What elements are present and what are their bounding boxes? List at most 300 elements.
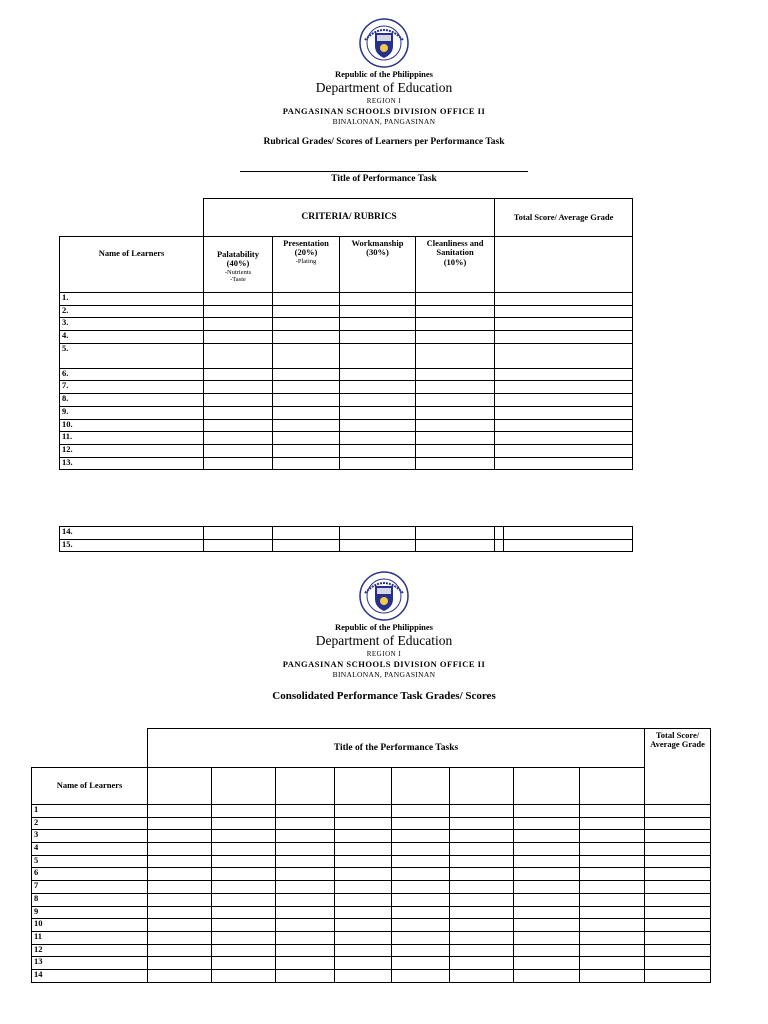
score-cell[interactable] <box>340 406 416 419</box>
section2-title: Consolidated Performance Task Grades/ Scores <box>272 690 496 702</box>
score-cell[interactable] <box>450 957 514 970</box>
score-cell[interactable] <box>212 881 276 894</box>
score-cell[interactable] <box>340 368 416 381</box>
score-cell[interactable] <box>340 394 416 407</box>
learner-number: 4 <box>32 843 148 856</box>
score-cell[interactable] <box>204 368 273 381</box>
score-cell[interactable] <box>416 444 495 457</box>
score-cell[interactable] <box>495 527 504 540</box>
score-cell[interactable] <box>495 318 633 331</box>
score-cell[interactable] <box>580 830 645 843</box>
table-row <box>32 919 711 932</box>
score-cell[interactable] <box>392 944 450 957</box>
blank-cell <box>32 729 148 768</box>
score-cell[interactable] <box>335 805 392 818</box>
criterion-pct: (10%) <box>443 256 467 267</box>
score-cell[interactable] <box>392 805 450 818</box>
score-cell[interactable] <box>204 331 273 344</box>
score-cell[interactable] <box>204 457 273 470</box>
score-cell[interactable] <box>276 906 335 919</box>
score-cell[interactable] <box>514 805 580 818</box>
score-cell[interactable] <box>148 944 212 957</box>
score-cell[interactable] <box>416 432 495 445</box>
score-cell[interactable] <box>450 931 514 944</box>
score-cell[interactable] <box>204 381 273 394</box>
task-cell[interactable] <box>276 768 335 805</box>
score-cell[interactable] <box>645 881 711 894</box>
score-cell[interactable] <box>450 881 514 894</box>
score-cell[interactable] <box>212 931 276 944</box>
learner-number: 6 <box>32 868 148 881</box>
score-cell[interactable] <box>276 893 335 906</box>
score-cell[interactable] <box>212 893 276 906</box>
score-cell[interactable] <box>212 944 276 957</box>
score-cell[interactable] <box>450 969 514 982</box>
learner-number: 14. <box>60 527 204 540</box>
score-cell[interactable] <box>340 539 416 552</box>
score-cell[interactable] <box>273 444 340 457</box>
task-cell[interactable] <box>335 768 392 805</box>
score-cell[interactable] <box>450 830 514 843</box>
score-cell[interactable] <box>392 969 450 982</box>
score-cell[interactable] <box>335 817 392 830</box>
learner-number: 13. <box>60 457 204 470</box>
score-cell[interactable] <box>645 843 711 856</box>
score-cell[interactable] <box>580 881 645 894</box>
score-cell[interactable] <box>340 305 416 318</box>
learner-number: 15. <box>60 539 204 552</box>
score-cell[interactable] <box>495 457 633 470</box>
score-cell[interactable] <box>514 944 580 957</box>
score-cell[interactable] <box>495 419 633 432</box>
score-cell[interactable] <box>276 855 335 868</box>
consolidated-table <box>31 728 711 983</box>
score-cell[interactable] <box>335 906 392 919</box>
score-cell[interactable] <box>335 969 392 982</box>
score-cell[interactable] <box>514 919 580 932</box>
score-cell[interactable] <box>416 527 495 540</box>
score-cell[interactable] <box>276 919 335 932</box>
score-cell[interactable] <box>273 527 340 540</box>
criterion-presentation <box>273 237 340 293</box>
score-cell[interactable] <box>416 318 495 331</box>
score-cell[interactable] <box>340 318 416 331</box>
town-text: BINALONAN, PANGASINAN <box>332 117 436 126</box>
score-cell[interactable] <box>340 381 416 394</box>
score-cell[interactable] <box>335 893 392 906</box>
table-row <box>60 457 633 470</box>
score-cell[interactable] <box>580 855 645 868</box>
score-cell[interactable] <box>495 293 633 306</box>
score-cell[interactable] <box>645 868 711 881</box>
deped-seal-logo <box>359 18 409 68</box>
score-cell[interactable] <box>273 432 340 445</box>
task-cell[interactable] <box>392 768 450 805</box>
learner-number: 6. <box>60 368 204 381</box>
score-cell[interactable] <box>392 817 450 830</box>
criterion-name: Cleanliness and Sanitation <box>426 238 484 258</box>
section1-title: Rubrical Grades/ Scores of Learners per Performance Task <box>263 137 505 147</box>
learner-number: 14 <box>32 969 148 982</box>
criteria-header: CRITERIA/ RUBRICS <box>204 199 495 237</box>
table-row <box>32 906 711 919</box>
score-cell[interactable] <box>495 406 633 419</box>
score-cell[interactable] <box>335 868 392 881</box>
score-cell[interactable] <box>514 969 580 982</box>
learner-number: 3. <box>60 318 204 331</box>
score-cell[interactable] <box>340 432 416 445</box>
table-row <box>32 969 711 982</box>
score-cell[interactable] <box>392 881 450 894</box>
name-header: Name of Learners <box>60 237 204 293</box>
score-cell[interactable] <box>148 817 212 830</box>
score-cell[interactable] <box>645 906 711 919</box>
score-cell[interactable] <box>580 893 645 906</box>
score-cell[interactable] <box>212 919 276 932</box>
criterion-note: -Plating <box>295 257 317 265</box>
deped-seal-logo <box>359 571 409 621</box>
score-cell[interactable] <box>276 817 335 830</box>
score-cell[interactable] <box>645 957 711 970</box>
score-cell[interactable] <box>204 394 273 407</box>
table-row <box>32 893 711 906</box>
score-cell[interactable] <box>204 343 273 368</box>
score-cell[interactable] <box>645 830 711 843</box>
table-row <box>32 855 711 868</box>
score-cell[interactable] <box>392 919 450 932</box>
table-row <box>32 805 711 818</box>
score-cell[interactable] <box>204 406 273 419</box>
office-text: PANGASINAN SCHOOLS DIVISION OFFICE II <box>282 659 486 669</box>
criterion-name: Palatability <box>216 249 260 259</box>
score-cell[interactable] <box>212 843 276 856</box>
score-cell[interactable] <box>416 419 495 432</box>
score-cell[interactable] <box>495 343 633 368</box>
score-cell[interactable] <box>273 381 340 394</box>
score-cell[interactable] <box>450 817 514 830</box>
score-cell[interactable] <box>276 868 335 881</box>
score-cell[interactable] <box>416 457 495 470</box>
tasks-header: Title of the Performance Tasks <box>148 729 645 768</box>
score-cell[interactable] <box>148 931 212 944</box>
table-row <box>60 381 633 394</box>
score-cell[interactable] <box>450 855 514 868</box>
score-cell[interactable] <box>273 539 340 552</box>
score-cell[interactable] <box>335 931 392 944</box>
learner-number: 5. <box>60 343 204 368</box>
criterion-pct: (20%) <box>294 247 318 258</box>
region-text: REGION I <box>366 650 402 658</box>
score-cell[interactable] <box>335 957 392 970</box>
score-cell[interactable] <box>273 305 340 318</box>
score-cell[interactable] <box>335 830 392 843</box>
score-cell[interactable] <box>645 919 711 932</box>
task-cell[interactable] <box>450 768 514 805</box>
score-cell[interactable] <box>273 318 340 331</box>
region-text: REGION I <box>366 97 402 105</box>
score-cell[interactable] <box>645 805 711 818</box>
score-cell[interactable] <box>273 457 340 470</box>
score-cell[interactable] <box>495 432 633 445</box>
score-cell[interactable] <box>276 805 335 818</box>
criterion-note: -Nutrients <box>224 268 252 276</box>
score-cell[interactable] <box>148 855 212 868</box>
learner-number: 10 <box>32 919 148 932</box>
score-cell[interactable] <box>514 957 580 970</box>
score-cell[interactable] <box>204 293 273 306</box>
score-cell[interactable] <box>514 881 580 894</box>
score-cell[interactable] <box>276 830 335 843</box>
score-cell[interactable] <box>212 830 276 843</box>
score-cell[interactable] <box>416 381 495 394</box>
task-cell[interactable] <box>580 768 645 805</box>
criterion-pct: (30%) <box>366 247 389 258</box>
score-cell[interactable] <box>514 893 580 906</box>
criterion-cleanliness <box>416 237 495 293</box>
score-cell[interactable] <box>416 331 495 344</box>
score-cell[interactable] <box>273 343 340 368</box>
score-cell[interactable] <box>148 919 212 932</box>
score-cell[interactable] <box>148 893 212 906</box>
total-header: Total Score/ Average Grade <box>495 199 633 237</box>
score-cell[interactable] <box>416 394 495 407</box>
score-cell[interactable] <box>204 305 273 318</box>
table-row <box>32 881 711 894</box>
score-cell[interactable] <box>495 381 633 394</box>
table-row <box>32 868 711 881</box>
learner-number: 9. <box>60 406 204 419</box>
score-cell[interactable] <box>276 931 335 944</box>
table-row <box>60 406 633 419</box>
learner-number: 10. <box>60 419 204 432</box>
score-cell[interactable] <box>450 906 514 919</box>
score-cell[interactable] <box>416 343 495 368</box>
score-cell[interactable] <box>514 868 580 881</box>
score-cell[interactable] <box>580 957 645 970</box>
score-cell[interactable] <box>580 843 645 856</box>
score-cell[interactable] <box>335 843 392 856</box>
criterion-pct: (40%) <box>226 258 250 269</box>
score-cell[interactable] <box>450 944 514 957</box>
score-cell[interactable] <box>273 293 340 306</box>
score-cell[interactable] <box>495 331 633 344</box>
criterion-name: Presentation <box>283 238 329 248</box>
score-cell[interactable] <box>514 906 580 919</box>
learner-number: 2 <box>32 817 148 830</box>
learner-number: 12 <box>32 944 148 957</box>
score-cell[interactable] <box>212 969 276 982</box>
score-cell[interactable] <box>580 919 645 932</box>
office-text: PANGASINAN SCHOOLS DIVISION OFFICE II <box>282 106 486 116</box>
score-cell[interactable] <box>148 969 212 982</box>
score-cell[interactable] <box>148 906 212 919</box>
score-cell[interactable] <box>580 906 645 919</box>
score-cell[interactable] <box>204 432 273 445</box>
learner-number: 5 <box>32 855 148 868</box>
score-cell[interactable] <box>450 843 514 856</box>
learner-number: 7. <box>60 381 204 394</box>
learner-number: 2. <box>60 305 204 318</box>
learner-number: 7 <box>32 881 148 894</box>
table-row <box>32 830 711 843</box>
score-cell[interactable] <box>340 293 416 306</box>
learner-number: 9 <box>32 906 148 919</box>
department-text: Department of Education <box>315 80 453 95</box>
score-cell[interactable] <box>495 539 504 552</box>
score-cell[interactable] <box>204 539 273 552</box>
score-cell[interactable] <box>416 406 495 419</box>
score-cell[interactable] <box>212 817 276 830</box>
score-cell[interactable] <box>148 843 212 856</box>
republic-text: Republic of the Philippines <box>334 622 433 632</box>
score-cell[interactable] <box>495 444 633 457</box>
score-cell[interactable] <box>514 855 580 868</box>
score-cell[interactable] <box>340 457 416 470</box>
score-cell[interactable] <box>450 919 514 932</box>
table-row <box>32 931 711 944</box>
task-cell[interactable] <box>212 768 276 805</box>
table-row <box>32 843 711 856</box>
criterion-workmanship <box>340 237 416 293</box>
score-cell[interactable] <box>273 419 340 432</box>
table-row <box>60 539 633 552</box>
score-cell[interactable] <box>645 817 711 830</box>
score-cell[interactable] <box>335 881 392 894</box>
score-cell[interactable] <box>450 868 514 881</box>
score-cell[interactable] <box>148 881 212 894</box>
score-cell[interactable] <box>495 368 633 381</box>
table-row <box>60 368 633 381</box>
learner-number: 1 <box>32 805 148 818</box>
score-cell[interactable] <box>212 957 276 970</box>
score-cell[interactable] <box>580 944 645 957</box>
score-cell[interactable] <box>392 906 450 919</box>
score-cell[interactable] <box>276 843 335 856</box>
score-cell[interactable] <box>204 527 273 540</box>
score-cell[interactable] <box>335 919 392 932</box>
table-row <box>60 394 633 407</box>
score-cell[interactable] <box>276 881 335 894</box>
learner-number: 13 <box>32 957 148 970</box>
learner-number: 11. <box>60 432 204 445</box>
score-cell[interactable] <box>645 944 711 957</box>
table-row <box>60 331 633 344</box>
score-cell[interactable] <box>335 944 392 957</box>
score-cell[interactable] <box>212 906 276 919</box>
total-header: Total Score/ Average Grade <box>645 729 711 805</box>
score-cell[interactable] <box>645 931 711 944</box>
score-cell[interactable] <box>148 868 212 881</box>
score-cell[interactable] <box>392 931 450 944</box>
score-cell[interactable] <box>514 830 580 843</box>
score-cell[interactable] <box>276 944 335 957</box>
learner-number: 1. <box>60 293 204 306</box>
score-cell[interactable] <box>514 817 580 830</box>
score-cell[interactable] <box>580 969 645 982</box>
republic-text: Republic of the Philippines <box>334 69 433 79</box>
score-cell[interactable] <box>276 969 335 982</box>
score-cell[interactable] <box>504 527 633 540</box>
score-cell[interactable] <box>645 969 711 982</box>
score-cell[interactable] <box>273 368 340 381</box>
score-cell[interactable] <box>340 331 416 344</box>
table-row <box>32 944 711 957</box>
score-cell[interactable] <box>204 318 273 331</box>
score-cell[interactable] <box>580 868 645 881</box>
table-row <box>60 527 633 540</box>
score-cell[interactable] <box>514 843 580 856</box>
score-cell[interactable] <box>416 539 495 552</box>
score-cell[interactable] <box>148 805 212 818</box>
score-cell[interactable] <box>340 527 416 540</box>
score-cell[interactable] <box>580 931 645 944</box>
score-cell[interactable] <box>645 855 711 868</box>
score-cell[interactable] <box>580 817 645 830</box>
score-cell[interactable] <box>580 805 645 818</box>
score-cell[interactable] <box>392 868 450 881</box>
score-cell[interactable] <box>416 305 495 318</box>
score-cell[interactable] <box>340 444 416 457</box>
score-cell[interactable] <box>212 805 276 818</box>
learner-number: 3 <box>32 830 148 843</box>
criterion-name: Workmanship <box>351 238 404 248</box>
table-row <box>60 305 633 318</box>
score-cell[interactable] <box>335 855 392 868</box>
score-cell[interactable] <box>416 293 495 306</box>
table-row <box>60 419 633 432</box>
task-title-line <box>240 171 528 172</box>
score-cell[interactable] <box>392 893 450 906</box>
task-cell[interactable] <box>148 768 212 805</box>
score-cell[interactable] <box>340 419 416 432</box>
score-cell[interactable] <box>514 931 580 944</box>
table-row <box>60 293 633 306</box>
score-cell[interactable] <box>148 830 212 843</box>
score-cell[interactable] <box>276 957 335 970</box>
score-cell[interactable] <box>273 331 340 344</box>
score-cell[interactable] <box>273 394 340 407</box>
score-cell[interactable] <box>340 343 416 368</box>
name-header: Name of Learners <box>32 768 148 805</box>
score-cell[interactable] <box>392 957 450 970</box>
score-cell[interactable] <box>204 419 273 432</box>
score-cell[interactable] <box>392 855 450 868</box>
score-cell[interactable] <box>273 406 340 419</box>
score-cell[interactable] <box>392 843 450 856</box>
table-row <box>32 817 711 830</box>
learner-number: 8 <box>32 893 148 906</box>
department-text: Department of Education <box>315 633 453 648</box>
learner-number: 4. <box>60 331 204 344</box>
score-cell[interactable] <box>416 368 495 381</box>
score-cell[interactable] <box>212 868 276 881</box>
score-cell[interactable] <box>450 893 514 906</box>
score-cell[interactable] <box>504 539 633 552</box>
criterion-note: -Taste <box>230 275 246 283</box>
score-cell[interactable] <box>495 394 633 407</box>
score-cell[interactable] <box>148 957 212 970</box>
task-cell[interactable] <box>514 768 580 805</box>
table-row <box>60 343 633 368</box>
score-cell[interactable] <box>645 893 711 906</box>
score-cell[interactable] <box>495 305 633 318</box>
score-cell[interactable] <box>204 444 273 457</box>
score-cell[interactable] <box>212 855 276 868</box>
total-cell <box>495 237 633 293</box>
score-cell[interactable] <box>392 830 450 843</box>
rubric-table <box>59 198 633 470</box>
score-cell[interactable] <box>450 805 514 818</box>
